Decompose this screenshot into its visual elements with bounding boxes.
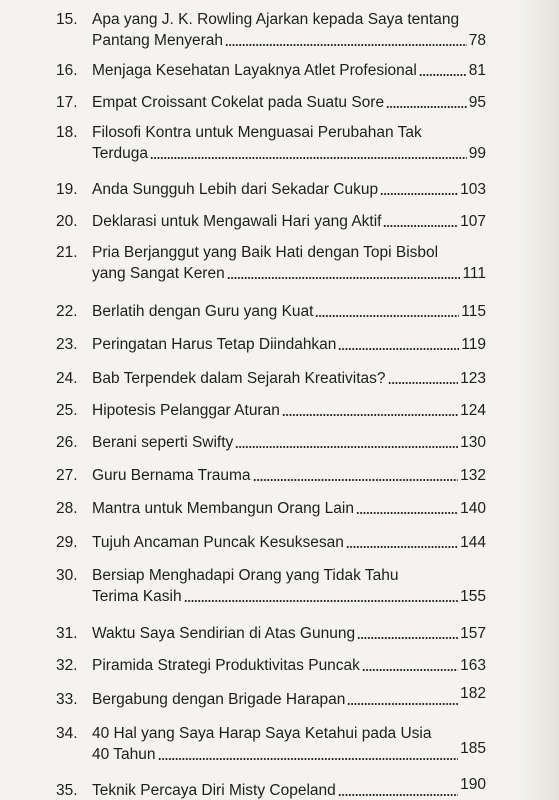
dot-leader (362, 669, 458, 671)
entry-title: Berlatih dengan Guru yang Kuat (92, 303, 314, 320)
entry-title-line2: yang Sangat Keren (92, 265, 225, 282)
entry-title-line1: Apa yang J. K. Rowling Ajarkan kepada Saya tentang (92, 11, 460, 28)
entry-number: 32. (56, 657, 78, 674)
entry-title: Empat Croissant Cokelat pada Suatu Sore (92, 94, 385, 111)
entry-title-line2: Terduga (92, 145, 149, 162)
entry-page: 163 (460, 657, 486, 674)
entry-title: Menjaga Kesehatan Layaknya Atlet Profesional (92, 62, 417, 79)
entry-number: 23. (56, 336, 78, 353)
entry-number: 19. (56, 181, 78, 198)
entry-number: 35. (56, 782, 78, 799)
dot-leader (227, 277, 461, 279)
entry-title-line1: 40 Hal yang Saya Harap Saya Ketahui pada Usia (92, 725, 432, 742)
entry-number: 33. (56, 691, 78, 708)
dot-leader (357, 637, 458, 639)
entry-page: 78 (468, 32, 486, 49)
dot-leader (253, 479, 459, 481)
entry-number: 26. (56, 434, 78, 451)
entry-number: 15. (56, 11, 78, 28)
dot-leader (388, 382, 459, 384)
entry-title: Waktu Saya Sendirian di Atas Gunung (92, 625, 356, 642)
entry-number: 17. (56, 94, 78, 111)
entry-number: 30. (56, 567, 78, 584)
entry-title-line2: Pantang Menyerah (92, 32, 223, 49)
entry-title: Guru Bernama Trauma (92, 467, 251, 484)
entry-page: 119 (461, 336, 486, 353)
dot-leader (150, 157, 467, 159)
entry-title-line1: Bersiap Menghadapi Orang yang Tidak Tahu (92, 567, 399, 584)
dot-leader (158, 758, 459, 760)
entry-number: 21. (56, 244, 78, 261)
entry-number: 34. (56, 725, 78, 742)
entry-page: 123 (460, 370, 486, 387)
entry-page: 185 (460, 740, 486, 757)
entry-number: 18. (56, 124, 78, 141)
entry-number: 27. (56, 467, 78, 484)
dot-leader (282, 414, 458, 416)
dot-leader (225, 44, 467, 46)
entry-page: 115 (461, 303, 486, 320)
entry-title: Teknik Percaya Diri Misty Copeland (92, 782, 336, 799)
dot-leader (356, 512, 458, 514)
entry-title: Peringatan Harus Tetap Diindahkan (92, 336, 337, 353)
entry-title-line2: 40 Tahun (92, 746, 156, 763)
entry-title: Mantra untuk Membangun Orang Lain (92, 500, 354, 517)
entry-number: 28. (56, 500, 78, 517)
entry-title: Hipotesis Pelanggar Aturan (92, 402, 280, 419)
entry-title-line1: Pria Berjanggut yang Baik Hati dengan Topi Bisbol (92, 244, 439, 261)
entry-page: 111 (462, 265, 486, 282)
entry-page: 99 (468, 145, 486, 162)
entry-title: Bergabung dengan Brigade Harapan (92, 691, 346, 708)
entry-number: 31. (56, 625, 78, 642)
entry-page: 190 (460, 776, 486, 793)
dot-leader (380, 193, 458, 195)
dot-leader (338, 794, 458, 796)
entry-title: Deklarasi untuk Mengawali Hari yang Aktif (92, 213, 382, 230)
entry-page: 157 (460, 625, 486, 642)
entry-number: 29. (56, 534, 78, 551)
dot-leader (383, 225, 458, 227)
entry-page: 155 (460, 588, 486, 605)
entry-page: 182 (460, 685, 486, 702)
entry-page: 107 (460, 213, 486, 230)
dot-leader (419, 74, 467, 76)
entry-page: 124 (460, 402, 486, 419)
entry-page: 95 (468, 94, 486, 111)
entry-title: Bab Terpendek dalam Sejarah Kreativitas? (92, 370, 386, 387)
dot-leader (338, 348, 459, 350)
dot-leader (346, 546, 458, 548)
dot-leader (386, 106, 467, 108)
entry-page: 81 (468, 62, 486, 79)
entry-page: 144 (460, 534, 486, 551)
entry-number: 20. (56, 213, 78, 230)
entry-page: 140 (460, 500, 486, 517)
entry-number: 16. (56, 62, 78, 79)
dot-leader (235, 446, 458, 448)
entry-page: 132 (460, 467, 486, 484)
entry-number: 25. (56, 402, 78, 419)
entry-title: Tujuh Ancaman Puncak Kesuksesan (92, 534, 344, 551)
entry-number: 24. (56, 370, 78, 387)
entry-title: Anda Sungguh Lebih dari Sekadar Cukup (92, 181, 379, 198)
page-edge-shadow (519, 0, 559, 800)
dot-leader (315, 315, 459, 317)
entry-number: 22. (56, 303, 78, 320)
dot-leader (347, 703, 458, 705)
entry-page: 130 (460, 434, 486, 451)
entry-title: Piramida Strategi Produktivitas Puncak (92, 657, 360, 674)
entry-title: Berani seperti Swifty (92, 434, 234, 451)
dot-leader (184, 600, 459, 602)
entry-title-line2: Terima Kasih (92, 588, 182, 605)
entry-page: 103 (460, 181, 486, 198)
entry-title-line1: Filosofi Kontra untuk Menguasai Perubahan Tak (92, 124, 422, 141)
